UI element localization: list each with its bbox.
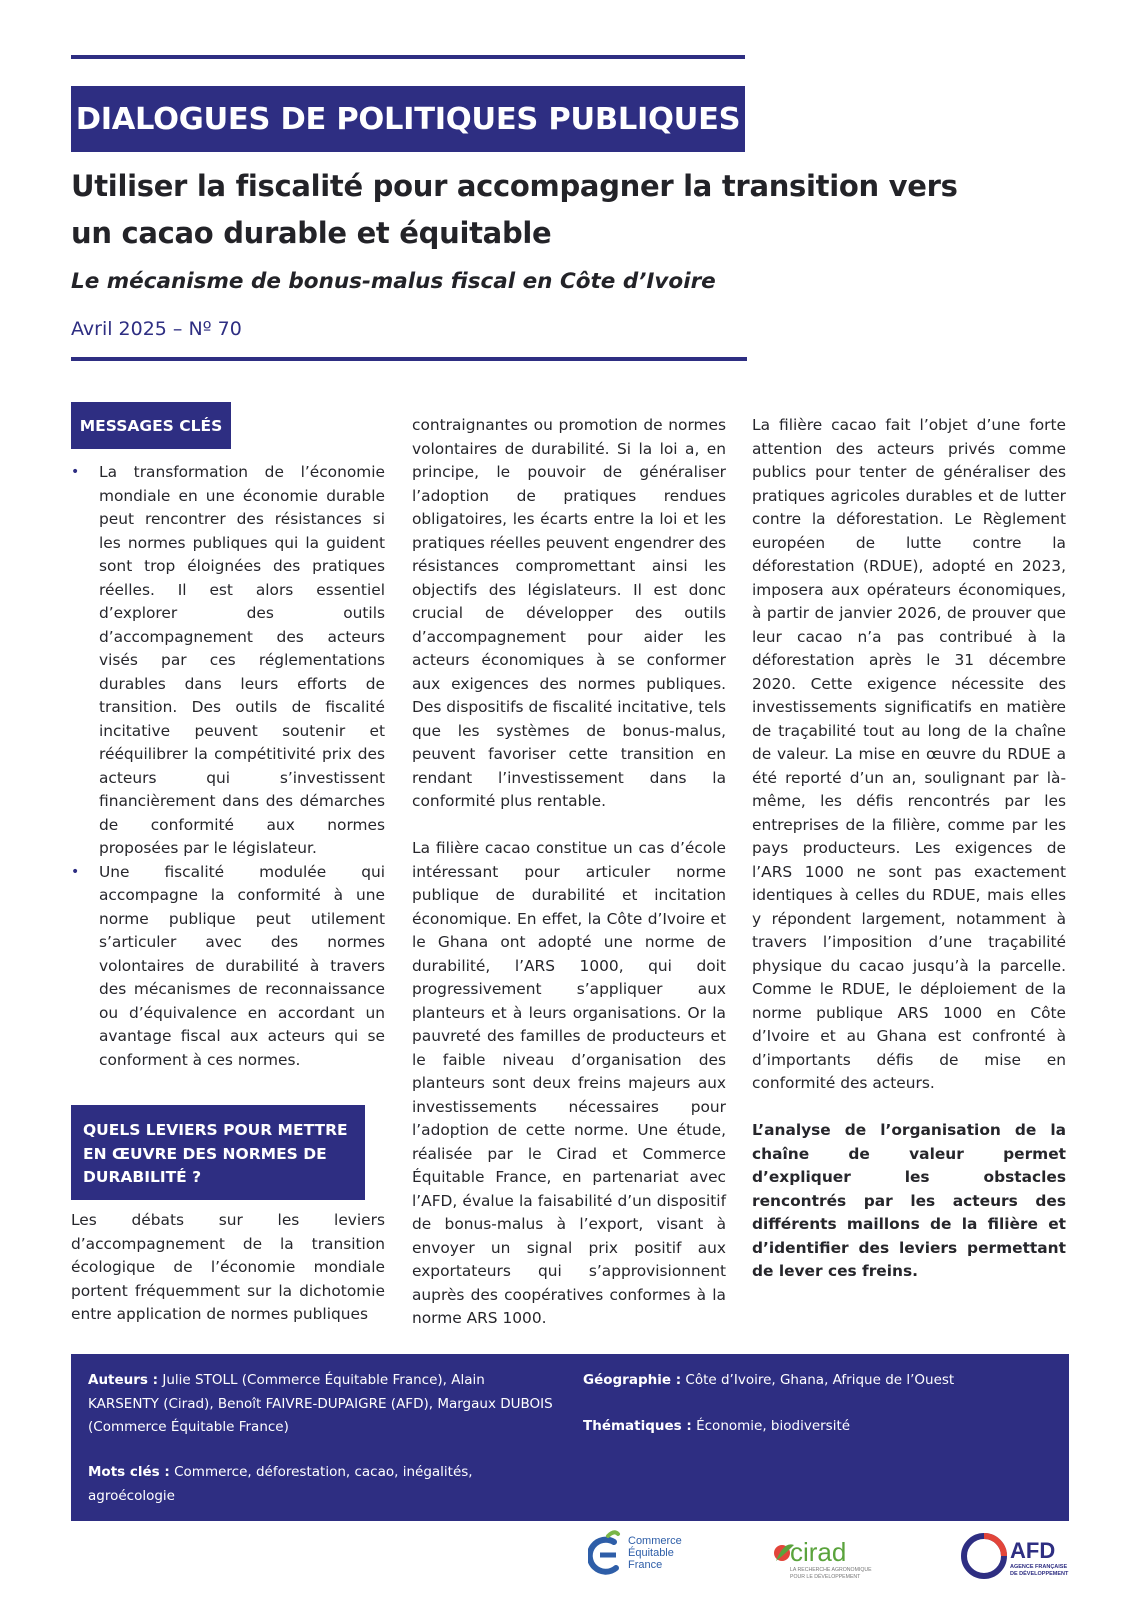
geography-value: Côte d’Ivoire, Ghana, Afrique de l’Ouest (685, 1372, 955, 1388)
page-subtitle: Le mécanisme de bonus-malus fiscal en Côte d’Ivoire (71, 269, 716, 294)
logo-wordmark: cirad (790, 1537, 847, 1567)
logo-text-line: Équitable (628, 1547, 674, 1559)
messages-heading-text: MESSAGES CLÉS (79, 416, 223, 435)
keywords-label: Mots clés : (88, 1464, 170, 1480)
geography (583, 1369, 1053, 1393)
column-3 (752, 414, 1066, 1284)
logo-text-line: Commerce (628, 1535, 682, 1547)
authors-value: Julie STOLL (Commerce Équitable France), Alain KARSENTY (Cirad), Benoît FAIVRE-DUPAIGRE (AFD), Margaux DUBOIS (Commerce Équitable France) (88, 1372, 553, 1435)
page-title-line2: un cacao durable et équitable (71, 216, 552, 250)
key-message-item: • La transformation de l’économie mondiale en une économie durable peut rencontrer des résistances si les normes publiques qui la guident sont trop éloignées des pratiques réelles. Il est alors essentiel d’explorer des outils d’accompagnement des acteurs visés par ces réglementations durables dans leurs efforts de transition. Des outils de fiscalité incitative peuvent soutenir et rééquilibrer la compétitivité prix des acteurs qui s’investissent financièrement dans des démarches de conformité aux normes proposées par le législateur. (71, 461, 385, 861)
top-rule (71, 55, 745, 59)
logo-tagline: LA RECHERCHE AGRONOMIQUE (790, 1567, 872, 1573)
key-message-item: • Une fiscalité modulée qui accompagne la conformité à une norme publique peut utilement s’articuler avec des normes volontaires de durabilité à travers des mécanismes de reconnaissance ou d’équivalence en accordant un avantage fiscal aux acteurs qui se conforment à ces normes. (71, 861, 385, 1073)
column-1-text (71, 1209, 385, 1327)
authors-label: Auteurs : (88, 1372, 159, 1388)
paragraph: Les débats sur les leviers d’accompagnement de la transition écologique de l’économie mondiale portent fréquemment sur la dichotomie entre application de normes publiques (71, 1211, 385, 1323)
logo-tagline: AGENCE FRANÇAISE (1010, 1564, 1068, 1570)
header-bottom-rule (71, 357, 747, 361)
authors (88, 1369, 558, 1440)
highlight-paragraph: L’analyse de l’organisation de la chaîne de valeur permet d’expliquer les obstacles rencontrés par les acteurs des différents maillons de la filière et d’identifier des leviers permettant de lever ces freins. (752, 1121, 1066, 1280)
page-title-line1: Utiliser la fiscalité pour accompagner la transition vers (71, 169, 958, 203)
series-title-text: DIALOGUES DE POLITIQUES PUBLIQUES (75, 101, 741, 137)
logo-tagline: DE DÉVELOPPEMENT (1010, 1571, 1069, 1577)
commerce-equitable-france-logo (588, 1528, 708, 1580)
series-title (71, 86, 745, 152)
afd-logo (960, 1530, 1070, 1582)
paragraph: La filière cacao constitue un cas d’école intéressant pour articuler norme publique de durabilité et incitation économique. En effet, la Côte d’Ivoire et le Ghana ont adopté une norme de durabilité, l’ARS 1000, qui doit progressivement s’appliquer aux planteurs et à leurs organisations. Or la pauvreté des familles de producteurs et le faible niveau d’organisation des planteurs sont deux freins majeurs aux investissements nécessaires pour l’adoption de cette norme. Une étude, réalisée par le Cirad et Commerce Équitable France, en partenariat avec l’AFD, évalue la faisabilité d’un dispositif de bonus-malus à l’export, visant à envoyer un signal prix positif aux exportateurs qui s’approvisionnent auprès des coopératives conformes à la norme ARS 1000. (412, 839, 726, 1327)
levers-heading-text: QUELS LEVIERS POUR METTRE EN ŒUVRE DES NORMES DE DURABILITÉ ? (83, 1121, 348, 1186)
key-messages (71, 461, 385, 1072)
paragraph: La filière cacao fait l’objet d’une forte attention des acteurs privés comme publics pour tenter de généraliser des pratiques agricoles durables et de lutter contre la déforestation. Le Règlement européen de lutte contre la déforestation (RDUE), adopté en 2023, imposera aux opérateurs économiques, à partir de janvier 2026, de prouver que leur cacao n’a pas contribué à la déforestation après le 31 décembre 2020. Cette exigence nécessite des investissements significatifs en matière de traçabilité tout au long de la chaîne de valeur. La mise en œuvre du RDUE a été reporté d’un an, soulignant par là-même, les défis rencontrés par les entreprises de la filière, comme par les pays producteurs. Les exigences de l’ARS 1000 ne sont pas exactement identiques à celles du RDUE, mais elles y répondent largement, notamment à travers l’imposition d’une traçabilité physique du cacao jusqu’à la parcelle. Comme le RDUE, le déploiement de la norme publique ARS 1000 en Côte d’Ivoire et au Ghana est confronté à d’importants défis de mise en conformité des acteurs. (752, 416, 1066, 1092)
paragraph: contraignantes ou promotion de normes volontaires de durabilité. Si la loi a, en principe, le pouvoir de généraliser l’adoption de pratiques rendues obligatoires, les écarts entre la loi et les pratiques réelles peuvent engendrer des résistances compromettant ainsi les objectifs des législateurs. Il est donc crucial de développer des outils d’accompagnement pour aider les acteurs économiques à se conformer aux exigences des normes publiques. Des dispositifs de fiscalité incitative, tels que les systèmes de bonus-malus, peuvent favoriser cette transition en rendant l’investissement dans la conformité plus rentable. (412, 416, 726, 810)
themes-label: Thématiques : (583, 1418, 692, 1434)
levers-heading (71, 1105, 365, 1200)
logo-wordmark: AFD (1010, 1538, 1056, 1563)
messages-heading (71, 402, 231, 449)
column-2 (412, 414, 726, 1331)
themes-value: Économie, biodiversité (696, 1418, 851, 1434)
metadata-box (71, 1354, 1069, 1521)
themes (583, 1415, 1053, 1439)
issue-date: Avril 2025 – Nº 70 (71, 318, 242, 340)
logo-text-line: France (628, 1559, 663, 1571)
keywords (88, 1461, 518, 1508)
logo-tagline: POUR LE DÉVELOPPEMENT (790, 1574, 861, 1580)
page-title (71, 163, 971, 257)
geography-label: Géographie : (583, 1372, 682, 1388)
keywords-value: Commerce, déforestation, cacao, inégalités, agroécologie (88, 1464, 473, 1504)
cirad-logo (772, 1531, 882, 1581)
